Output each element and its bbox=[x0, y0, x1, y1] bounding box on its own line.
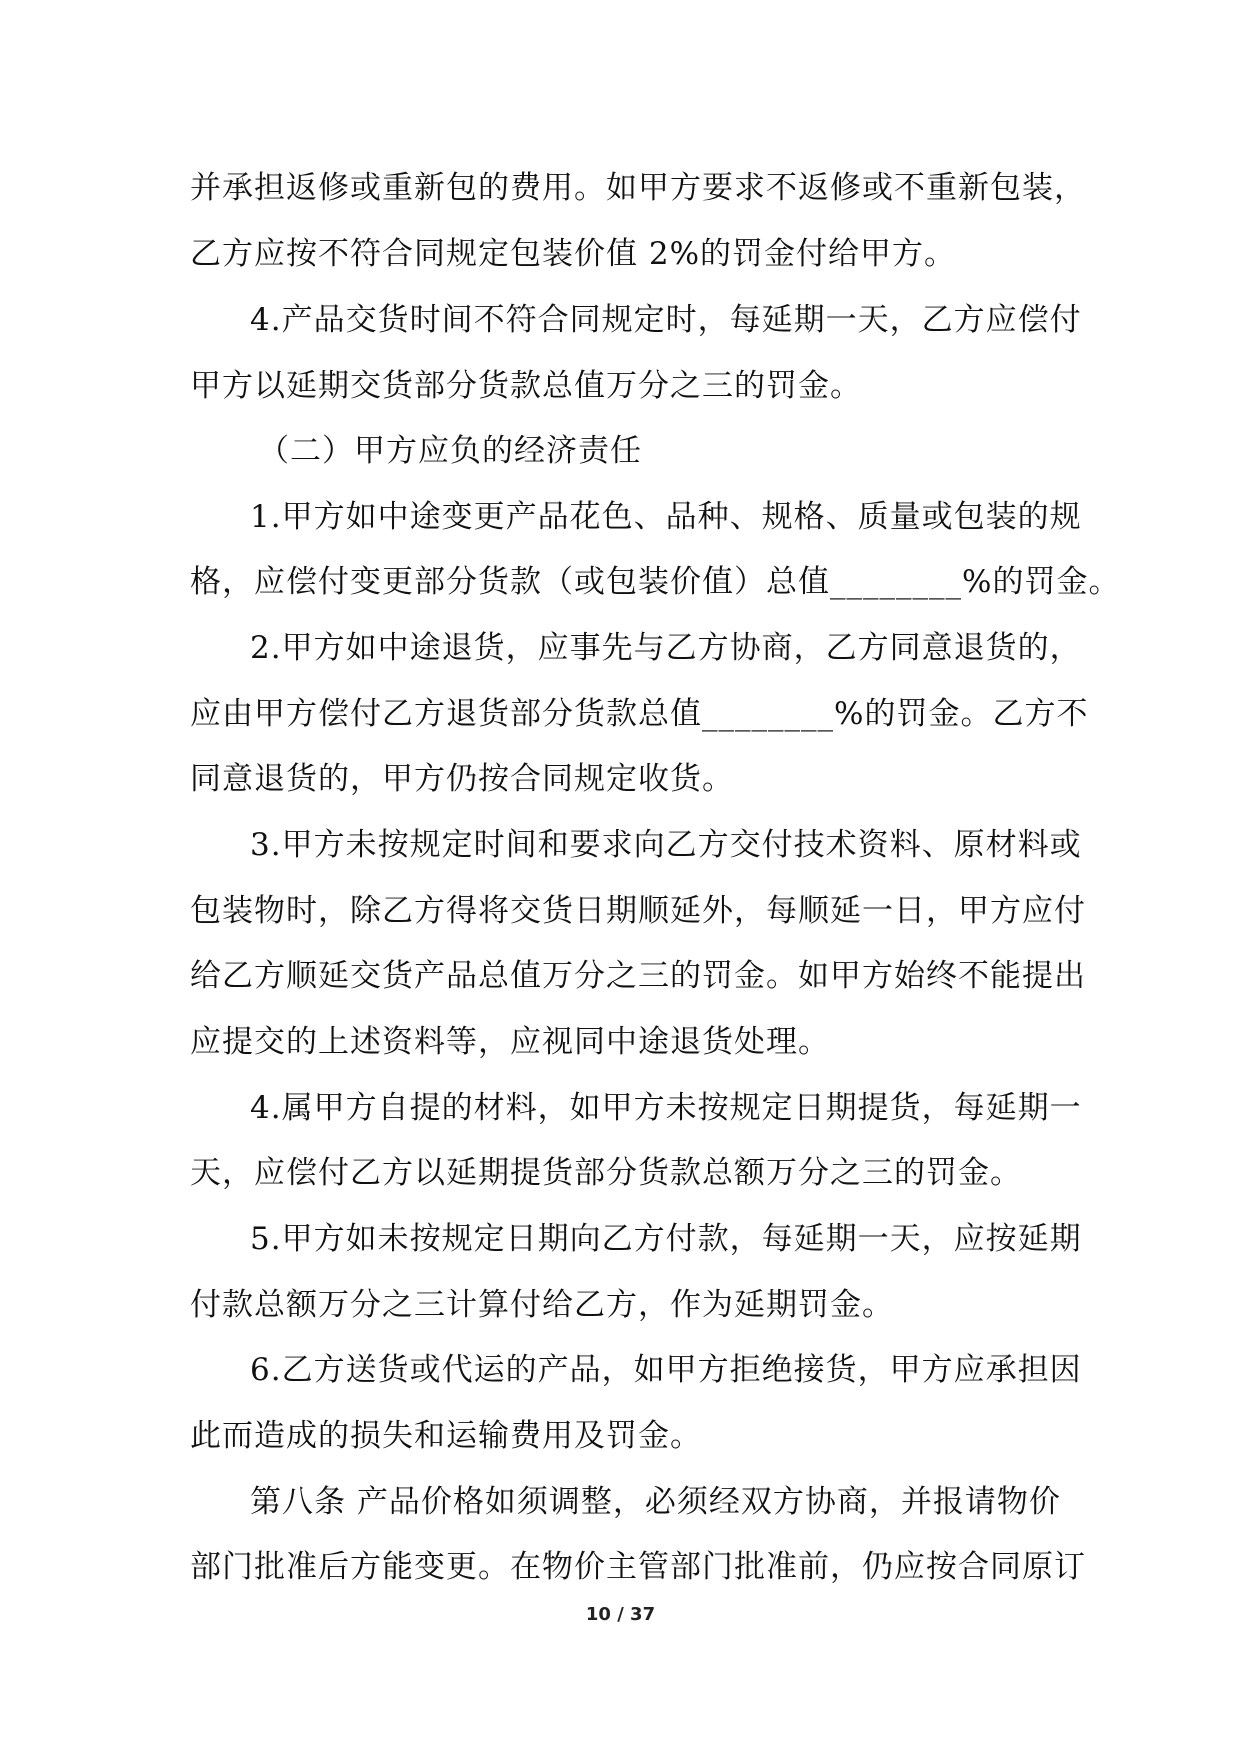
text-line: 3.甲方未按规定时间和要求向乙方交付技术资料、原材料或 bbox=[250, 827, 1082, 863]
text-line: 4.产品交货时间不符合同规定时，每延期一天，乙方应偿付 bbox=[250, 302, 1082, 338]
text-line: 应提交的上述资料等，应视同中途退货处理。 bbox=[190, 1024, 830, 1060]
text-line: 给乙方顺延交货产品总值万分之三的罚金。如甲方始终不能提出 bbox=[190, 958, 1086, 994]
text-line: 付款总额万分之三计算付给乙方，作为延期罚金。 bbox=[190, 1287, 894, 1323]
text-line: 4.属甲方自提的材料，如甲方未按规定日期提货，每延期一 bbox=[250, 1090, 1082, 1126]
text-line: 天，应偿付乙方以延期提货部分货款总额万分之三的罚金。 bbox=[190, 1155, 1022, 1191]
text-line: 应由甲方偿付乙方退货部分货款总值________%的罚金。乙方不 bbox=[190, 696, 1089, 732]
page-number: 10 / 37 bbox=[585, 1604, 656, 1625]
text-line: 乙方应按不符合同规定包装价值 2%的罚金付给甲方。 bbox=[190, 236, 957, 272]
text-line: 包装物时，除乙方得将交货日期顺延外，每顺延一日，甲方应付 bbox=[190, 893, 1086, 929]
text-line: 6.乙方送货或代运的产品，如甲方拒绝接货，甲方应承担因 bbox=[250, 1352, 1082, 1388]
text-line: 5.甲方如未按规定日期向乙方付款，每延期一天，应按延期 bbox=[250, 1221, 1082, 1257]
text-line: 同意退货的，甲方仍按合同规定收货。 bbox=[190, 761, 734, 797]
text-line: 甲方以延期交货部分货款总值万分之三的罚金。 bbox=[190, 368, 862, 404]
section-heading: （二）甲方应负的经济责任 bbox=[258, 433, 642, 469]
text-line: 格，应偿付变更部分货款（或包装价值）总值________%的罚金。 bbox=[190, 564, 1121, 600]
text-line: 1.甲方如中途变更产品花色、品种、规格、质量或包装的规 bbox=[250, 499, 1082, 535]
text-line: 第八条 产品价格如须调整，必须经双方协商，并报请物价 bbox=[250, 1484, 1061, 1520]
text-line: 此而造成的损失和运输费用及罚金。 bbox=[190, 1418, 702, 1454]
text-line: 并承担返修或重新包的费用。如甲方要求不返修或不重新包装， bbox=[190, 170, 1086, 206]
text-line: 部门批准后方能变更。在物价主管部门批准前，仍应按合同原订 bbox=[190, 1549, 1086, 1585]
text-line: 2.甲方如中途退货，应事先与乙方协商，乙方同意退货的， bbox=[250, 630, 1082, 666]
